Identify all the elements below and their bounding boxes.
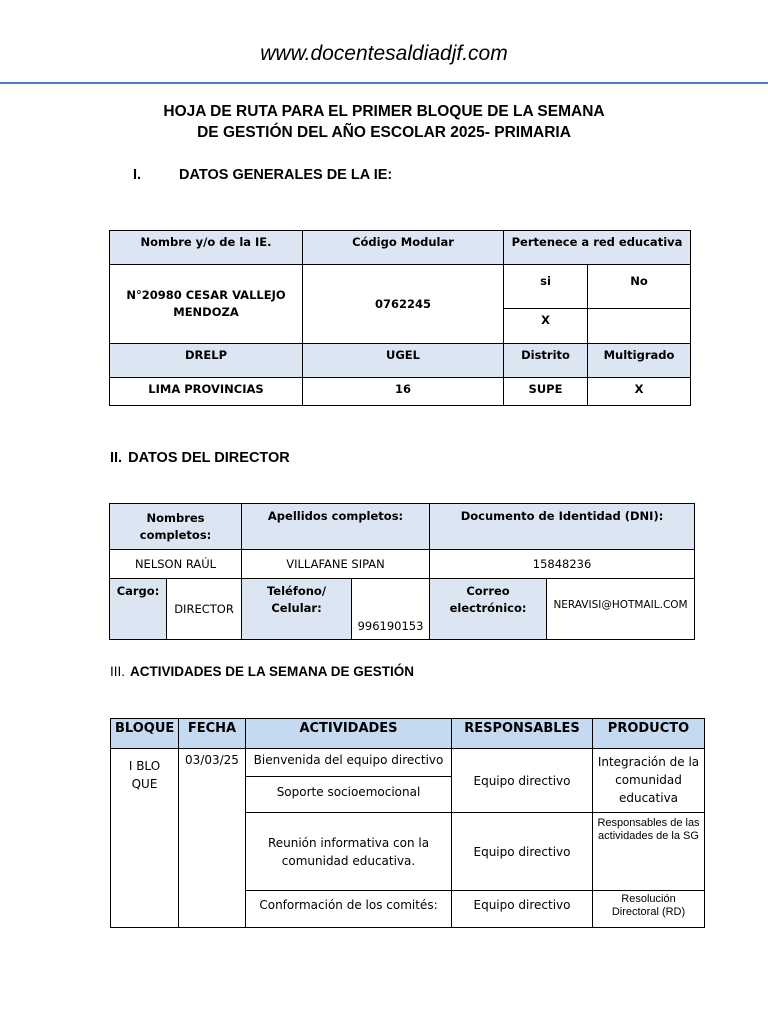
header-date: FECHA xyxy=(179,719,246,749)
school-data-table xyxy=(109,230,691,406)
drelp-value: LIMA PROVINCIAS xyxy=(110,378,303,406)
section-3-number: III. xyxy=(110,664,126,679)
cargo-value: DIRECTOR xyxy=(167,579,242,640)
activity-cell: Reunión informativa con la comunidad educativa. xyxy=(246,813,452,891)
email-label: Correo electrónico: xyxy=(430,579,547,640)
header-drelp: DRELP xyxy=(110,344,303,378)
product-cell: Resolución Directoral (RD) xyxy=(593,891,705,928)
section-3-title: ACTIVIDADES DE LA SEMANA DE GESTIÓN xyxy=(130,664,415,679)
responsible-cell: Equipo directivo xyxy=(452,891,593,928)
director-data-table xyxy=(109,503,695,640)
header-block: BLOQUE xyxy=(111,719,179,749)
activity-cell: Bienvenida del equipo directivo xyxy=(246,749,452,777)
header-network: Pertenece a red educativa xyxy=(504,231,691,265)
section-1-title: DATOS GENERALES DE LA IE: xyxy=(179,167,393,183)
modular-code: 0762245 xyxy=(303,265,504,344)
header-school-name: Nombre y/o de la IE. xyxy=(110,231,303,265)
section-2-number: II. xyxy=(110,450,123,466)
activity-cell: Conformación de los comités: xyxy=(246,891,452,928)
site-url: www.docentesaldiadjf.com xyxy=(260,42,508,65)
network-yes-mark: X xyxy=(504,309,588,344)
header-modular-code: Código Modular xyxy=(303,231,504,265)
district-value: SUPE xyxy=(504,378,588,406)
ugel-value: 16 xyxy=(303,378,504,406)
section-3-heading xyxy=(110,664,414,679)
header-district: Distrito xyxy=(504,344,588,378)
section-2-title: DATOS DEL DIRECTOR xyxy=(128,450,290,466)
section-1-number: I. xyxy=(133,167,142,183)
document-title xyxy=(0,101,768,143)
header-activities: ACTIVIDADES xyxy=(246,719,452,749)
school-name: N°20980 CESAR VALLEJO MENDOZA xyxy=(110,265,303,344)
director-dni: 15848236 xyxy=(430,550,695,579)
email-value: NERAVISI@HOTMAIL.COM xyxy=(547,579,695,640)
director-surnames: VILLAFANE SIPAN xyxy=(242,550,430,579)
network-yes-label: si xyxy=(504,265,588,309)
product-cell: Integración de la comunidad educativa xyxy=(593,749,705,813)
phone-value: 996190153 xyxy=(352,579,430,640)
title-line-2: DE GESTIÓN DEL AÑO ESCOLAR 2025- PRIMARIA xyxy=(197,124,571,141)
header-product: PRODUCTO xyxy=(593,719,705,749)
network-no-label: No xyxy=(588,265,691,309)
cargo-label: Cargo: xyxy=(110,579,167,640)
section-1-heading xyxy=(133,167,392,183)
section-2-heading xyxy=(110,450,290,466)
header-multigrade: Multigrado xyxy=(588,344,691,378)
header-responsible: RESPONSABLES xyxy=(452,719,593,749)
network-no-mark xyxy=(588,309,691,344)
header-ugel: UGEL xyxy=(303,344,504,378)
director-names: NELSON RAÚL xyxy=(110,550,242,579)
date-value: 03/03/25 xyxy=(179,749,246,928)
title-line-1: HOJA DE RUTA PARA EL PRIMER BLOQUE DE LA SEMANA xyxy=(163,103,605,120)
header-names: Nombres completos: xyxy=(110,504,242,550)
phone-label: Teléfono/ Celular: xyxy=(242,579,352,640)
block-value: I BLOQUE xyxy=(111,749,179,928)
header-dni: Documento de Identidad (DNI): xyxy=(430,504,695,550)
header-surnames: Apellidos completos: xyxy=(242,504,430,550)
responsible-cell: Equipo directivo xyxy=(452,813,593,891)
header-divider xyxy=(0,82,768,84)
activity-cell: Soporte socioemocional xyxy=(246,777,452,813)
multigrade-value: X xyxy=(588,378,691,406)
product-cell: Responsables de las actividades de la SG xyxy=(593,813,705,891)
responsible-cell: Equipo directivo xyxy=(452,749,593,813)
activities-table xyxy=(110,718,705,928)
